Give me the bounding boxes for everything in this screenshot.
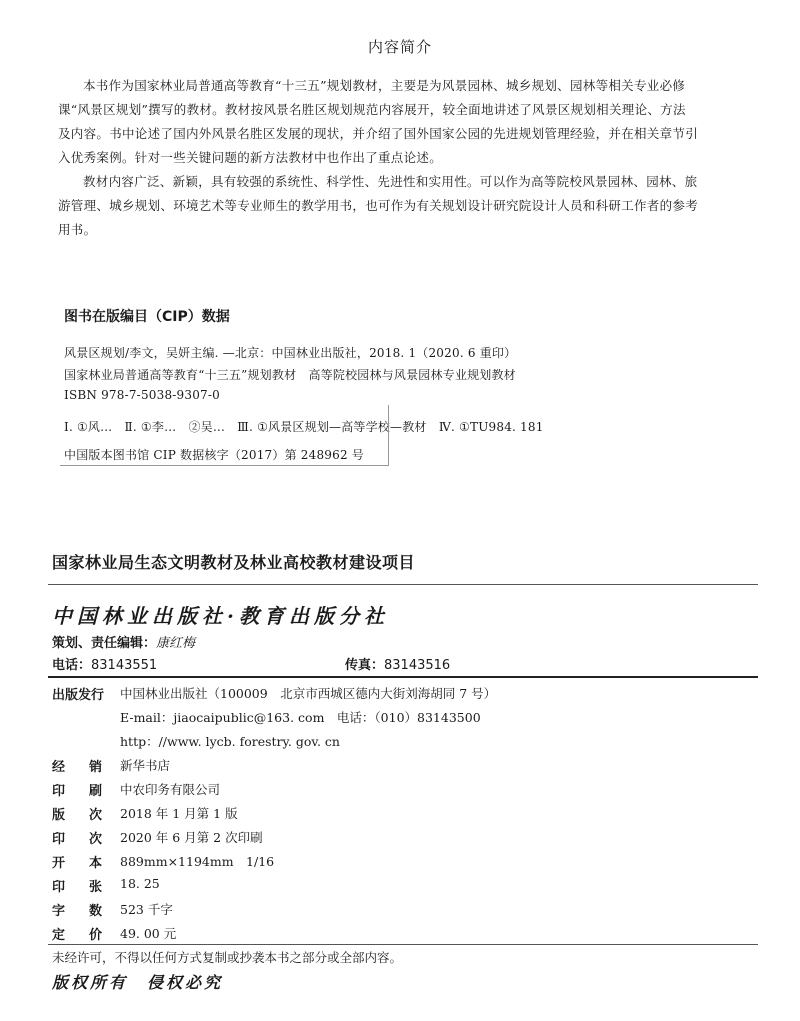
copyright-note: 未经许可，不得以任何方式复制或抄袭本书之部分或全部内容。: [52, 950, 403, 965]
detail-value-sheets: 18. 25: [120, 876, 160, 891]
cip-line-1: 风景区规划/李文，吴妍主编. —北京：中国林业出版社，2018. 1（2020. 6 重印）: [64, 346, 517, 360]
publisher-name: 中国林业出版社·教育出版分社: [52, 604, 389, 628]
divider-footer: [48, 944, 758, 945]
fax-value: 83143516: [384, 658, 451, 673]
detail-value-price: 49. 00 元: [120, 926, 177, 941]
phone-line: [52, 654, 157, 673]
email-line: E-mail：jiaocaipublic@163. com 电话：（010）83143500: [120, 710, 481, 725]
editor-name: 康红梅: [156, 636, 196, 651]
detail-value-distribution: 新华书店: [120, 758, 171, 773]
cip-box-border: [60, 405, 389, 466]
detail-label-distribution: 经销: [52, 760, 127, 775]
intro-title: 内容简介: [367, 38, 432, 56]
detail-label-printer: 印刷: [52, 784, 127, 799]
detail-label-format: 开本: [52, 856, 127, 871]
detail-value-format: 889mm×1194mm 1/16: [120, 854, 275, 869]
intro-paragraph-1: 本书作为国家林业局普通高等教育“十三五”规划教材，主要是为风景园林、城乡规划、园林等相关专业必修课“风景区规划”撰写的教材。教材按风景名胜区规划规范内容展开，较全面地讲述了风景区规划相关理论、方法及内容。书中论述了国内外风景名胜区发展的现状，并介绍了国外国家公园的先进规划管理经验，并在相关章节引入优秀案例。针对一些关键问题的新方法教材中也作出了重点论述。: [58, 78, 699, 165]
cip-title: 图书在版编目（CIP）数据: [64, 309, 230, 325]
project-title: 国家林业局生态文明教材及林业高校教材建设项目: [52, 553, 416, 572]
cip-line-2: 国家林业局普通高等教育“十三五”规划教材 高等院校园林与风景园林专业规划教材: [64, 368, 516, 382]
fax-line: [345, 654, 450, 673]
web-line: http：//www. lycb. forestry. gov. cn: [120, 734, 340, 749]
cip-isbn: ISBN 978-7-5038-9307-0: [64, 388, 220, 402]
fax-label: 传真：: [345, 658, 385, 673]
editor-line: [52, 632, 195, 651]
copyright-statement: 版权所有 侵权必究: [52, 973, 224, 992]
intro-paragraph-2: 教材内容广泛、新颖，具有较强的系统性、科学性、先进性和实用性。可以作为高等院校风景园林、园林、旅游管理、城乡规划、环境艺术等专业师生的教学用书，也可作为有关规划设计研究院设计人员和科研工作者的参考用书。: [58, 174, 699, 237]
detail-label-edition: 版次: [52, 808, 127, 823]
detail-label-wordcount: 字数: [52, 904, 127, 919]
divider: [48, 584, 758, 585]
detail-value-wordcount: 523 千字: [120, 902, 173, 917]
phone-value: 83143551: [91, 658, 158, 673]
cip-classification: Ⅰ. ①风… Ⅱ. ①李… ②吴… Ⅲ. ①风景区规划—高等学校—教材 Ⅳ. ①TU984. 181: [64, 420, 544, 434]
editor-label: 策划、责任编辑：: [52, 636, 157, 651]
divider-heavy: [48, 676, 758, 678]
detail-label-price: 定价: [52, 928, 127, 943]
detail-value-printer: 中农印务有限公司: [120, 782, 221, 797]
detail-value-edition: 2018 年 1 月第 1 版: [120, 806, 238, 821]
detail-label-printing: 印次: [52, 832, 127, 847]
detail-label-sheets: 印张: [52, 880, 127, 895]
detail-value-printing: 2020 年 6 月第 2 次印刷: [120, 830, 263, 845]
phone-label: 电话：: [52, 658, 92, 673]
cip-library-note: 中国版本图书馆 CIP 数据核字（2017）第 248962 号: [64, 448, 365, 462]
publisher-label: 出版发行: [52, 688, 105, 703]
publisher-value: 中国林业出版社（100009 北京市西城区德内大街刘海胡同 7 号）: [120, 686, 497, 701]
